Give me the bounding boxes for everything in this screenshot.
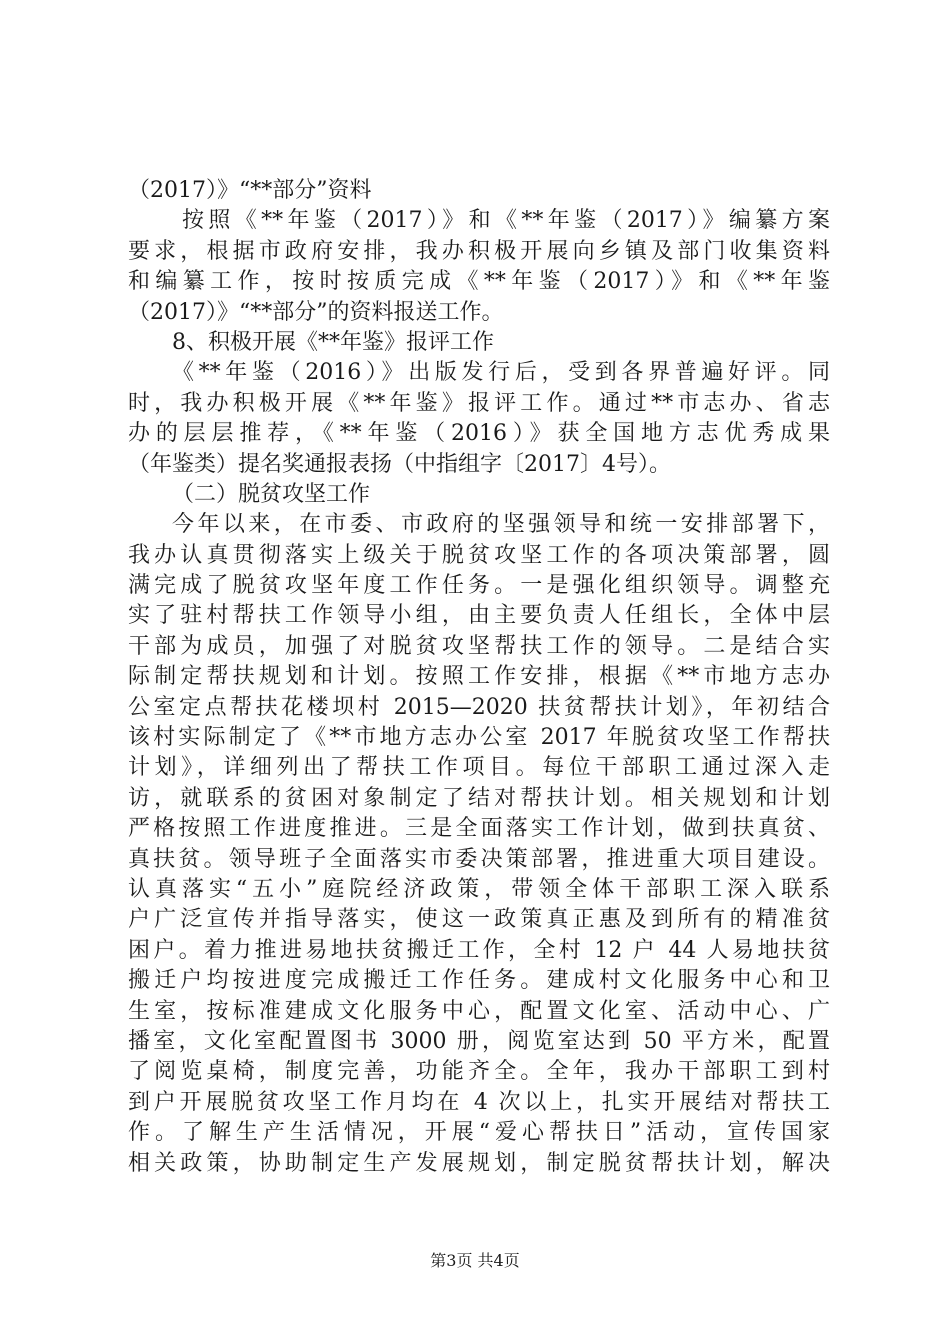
text-line: 计划》，详细列出了帮扶工作项目。每位干部职工通过深入走: [128, 755, 830, 781]
paragraph-first-line: 今年以来，在市委、市政府的坚强领导和统一安排部署下，: [172, 512, 830, 538]
text-line: 了阅览桌椅，制度完善，功能齐全。全年，我办干部职工到村: [128, 1059, 830, 1085]
text-line: 相关政策，协助制定生产发展规划，制定脱贫帮扶计划，解决: [128, 1150, 830, 1176]
text-line: 际制定帮扶规划和计划。按照工作安排，根据《**市地方志办: [128, 664, 830, 690]
text-line: 认真落实“五小”庭院经济政策，带领全体干部职工深入联系: [128, 876, 830, 902]
paragraph-first-line: 按照《**年鉴（2017）》和《**年鉴（2017）》编纂方案: [182, 208, 830, 234]
text-line: 实了驻村帮扶工作领导小组，由主要负责人任组长，全体中层: [128, 603, 830, 629]
section-heading: （二）脱贫攻坚工作: [172, 481, 371, 507]
text-line: 该村实际制定了《**市地方志办公室 2017 年脱贫攻坚工作帮扶: [128, 725, 830, 751]
text-line: 严格按照工作进度推进。三是全面落实工作计划，做到扶真贫、: [128, 816, 830, 842]
document-body: [128, 176, 830, 1179]
text-line: 生室，按标准建成文化服务中心，配置文化室、活动中心、广: [128, 998, 830, 1024]
text-line: （年鉴类）提名奖通报表扬（中指组字〔2017〕4号）。: [128, 451, 671, 477]
text-line: 搬迁户均按进度完成搬迁工作任务。建成村文化服务中心和卫: [128, 968, 830, 994]
text-line: 到户开展脱贫攻坚工作月均在 4 次以上，扎实开展结对帮扶工: [128, 1089, 830, 1115]
text-line: 干部为成员，加强了对脱贫攻坚帮扶工作的领导。二是结合实: [128, 633, 830, 659]
text-line: （2017）》“**部分”的资料报送工作。: [128, 299, 504, 325]
text-line: 公室定点帮扶花楼坝村 2015—2020 扶贫帮扶计划》，年初结合: [128, 694, 830, 720]
text-line: 访，就联系的贫困对象制定了结对帮扶计划。相关规划和计划: [128, 785, 830, 811]
text-line: 要求，根据市政府安排，我办积极开展向乡镇及部门收集资料: [128, 238, 830, 264]
page-number-footer: 第3页 共4页: [430, 1251, 520, 1270]
text-line: 播室，文化室配置图书 3000 册，阅览室达到 50 平方米，配置: [128, 1028, 830, 1054]
text-line: 和编纂工作，按时按质完成《**年鉴（2017）》和《**年鉴: [128, 269, 830, 295]
text-line: 户广泛宣传并指导落实，使这一政策真正惠及到所有的精准贫: [128, 907, 830, 933]
paragraph-first-line: 《**年鉴（2016）》出版发行后，受到各界普遍好评。同: [172, 360, 830, 386]
text-line: 困户。着力推进易地扶贫搬迁工作，全村 12 户 44 人易地扶贫: [128, 937, 830, 963]
text-line: 真扶贫。领导班子全面落实市委决策部署，推进重大项目建设。: [128, 846, 830, 872]
text-line: 满完成了脱贫攻坚年度工作任务。一是强化组织领导。调整充: [128, 573, 830, 599]
text-line: 办的层层推荐，《**年鉴（2016）》获全国地方志优秀成果: [128, 421, 830, 447]
text-line: 时，我办积极开展《**年鉴》报评工作。通过**市志办、省志: [128, 390, 830, 416]
text-line: 我办认真贯彻落实上级关于脱贫攻坚工作的各项决策部署，圆: [128, 542, 830, 568]
text-line: 作。了解生产生活情况，开展“爱心帮扶日”活动，宣传国家: [128, 1120, 830, 1146]
text-line: （2017）》“**部分”资料: [128, 178, 372, 203]
section-heading: 8、积极开展《**年鉴》报评工作: [172, 329, 494, 355]
